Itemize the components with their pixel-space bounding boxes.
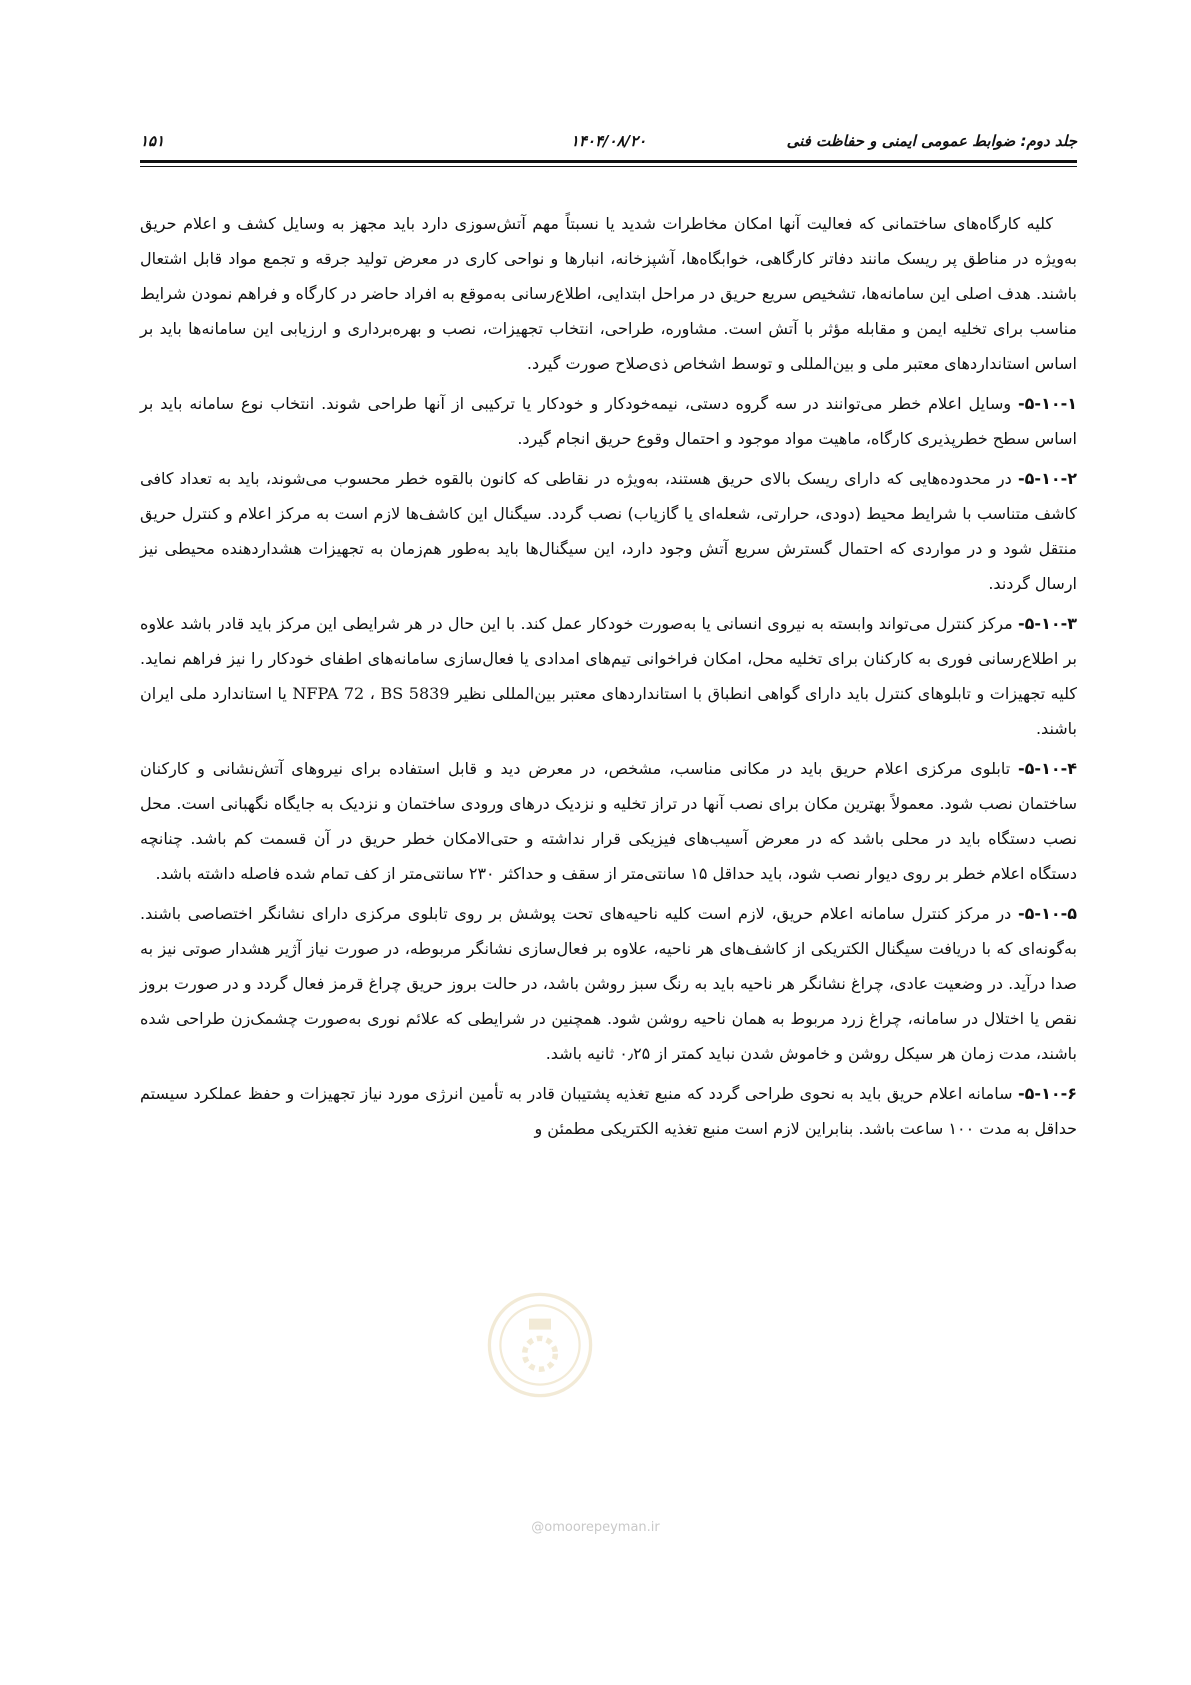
standard-separator: ، (364, 684, 381, 703)
clause-text-end: یا استاندارد ملی ایران باشند. (140, 684, 1077, 738)
clause-5-10-1 (140, 386, 1077, 456)
clause-5-10-4 (140, 751, 1077, 891)
clause-number: ۵-۱۰-۲- (1018, 469, 1077, 488)
intro-paragraph: کلیه کارگاه‌های ساختمانی که فعالیت آنها امکان مخاطرات شدید یا نسبتاً مهم آتش‌سوزی دارد باید مجهز به وسایل کشف و اعلام حریق به‌ویژه در مناطق پر ریسک مانند دفاتر کارگاهی، خوابگاه‌ها، آشپزخانه، انبارها و نواحی کاری در معرض تولید جرقه و تجمع مواد قابل اشتعال باشند. هدف اصلی این سامانه‌ها، تشخیص سریع حریق در مراحل ابتدایی، اطلاع‌رسانی به‌موقع به افراد حاضر در کارگاه و فراهم نمودن شرایط مناسب برای تخلیه ایمن و مقابله مؤثر با آتش است. مشاوره، طراحی، انتخاب تجهیزات، نصب و بهره‌برداری و ارزیابی این سامانه‌ها باید بر اساس استانداردهای معتبر ملی و بین‌المللی و توسط اشخاص ذی‌صلاح صورت گیرد. (140, 214, 1077, 373)
clause-text: تابلوی مرکزی اعلام حریق باید در مکانی مناسب، مشخص، در معرض دید و قابل استفاده برای نیروهای آتش‌نشانی و کارکنان ساختمان نصب شود. معمولاً بهترین مکان برای نصب آنها در تراز تخلیه و نزدیک درهای ورودی ساختمان و نزدیک به جایگاه نگهبانی است. محل نصب دستگاه باید در محلی باشد که در معرض آسیب‌های فیزیکی قرار نداشته و حتی‌الامکان خطر حریق در آن قسمت کم باشد. چنانچه دستگاه اعلام خطر بر روی دیوار نصب شود، باید حداقل ۱۵ سانتی‌متر از سقف و حداکثر ۲۳۰ سانتی‌متر از کف تمام شده فاصله داشته باشد. (140, 759, 1077, 883)
header-rule-thin (140, 166, 1077, 167)
clause-number: ۵-۱۰-۶- (1018, 1084, 1077, 1103)
clause-text: وسایل اعلام خطر می‌توانند در سه گروه دستی، نیمه‌خودکار و خودکار یا ترکیبی از آنها طراحی شوند. انتخاب نوع سامانه باید بر اساس سطح خطرپذیری کارگاه، ماهیت مواد موجود و احتمال وقوع حریق انجام گیرد. (140, 394, 1077, 448)
site-watermark: @omoorepeyman.ir (531, 1520, 660, 1535)
clause-text: سامانه اعلام حریق باید به نحوی طراحی گردد که منبع تغذیه پشتیبان قادر به تأمین انرژی مورد نیاز تجهیزات و حفظ عملکرد سیستم حداقل به مدت ۱۰۰ ساعت باشد. بنابراین لازم است منبع تغذیه الکتریکی مطمئن و (140, 1084, 1077, 1138)
clause-text: در محدوده‌هایی که دارای ریسک بالای حریق هستند، به‌ویژه در نقاطی که کانون بالقوه خطر محسوب می‌شوند، باید به تعداد کافی کاشف متناسب با شرایط محیط (دودی، حرارتی، شعله‌ای یا گازیاب) نصب گردد. سیگنال این کاشف‌ها لازم است به مرکز اعلام و کنترل حریق منتقل شود و در مواردی که احتمال گسترش سریع آتش وجود دارد، این سیگنال‌ها باید به‌طور هم‌زمان به تجهیزات هشداردهنده محیطی نیز ارسال گردند. (140, 469, 1077, 593)
page-body (140, 206, 1077, 1151)
clause-number: ۵-۱۰-۵- (1018, 904, 1077, 923)
clause-number: ۵-۱۰-۱- (1018, 394, 1077, 413)
clause-5-10-2 (140, 461, 1077, 601)
clause-text: در مرکز کنترل سامانه اعلام حریق، لازم است کلیه ناحیه‌های تحت پوشش بر روی تابلوی مرکزی دارای نشانگر اختصاصی باشند. به‌گونه‌ای که با دریافت سیگنال الکتریکی از کاشف‌های هر ناحیه، علاوه بر فعال‌سازی نشانگر مربوطه، در صورت نیاز آژیر هشدار صوتی نیز به صدا درآید. در وضعیت عادی، چراغ نشانگر هر ناحیه باید به رنگ سبز روشن باشد، در حالت بروز حریق چراغ قرمز فعال گردد و در صورت بروز نقص یا اختلال در سامانه، چراغ زرد مربوط به همان ناحیه روشن شود. همچنین در شرایطی که علائم نوری به‌صورت چشمک‌زن طراحی شده باشند، مدت زمان هر سیکل روشن و خاموش شدن نباید کمتر از ۰٫۲۵ ثانیه باشد. (140, 904, 1077, 1063)
clause-number: ۵-۱۰-۳- (1018, 614, 1077, 633)
page-header (140, 126, 1077, 156)
clause-text: مرکز کنترل می‌تواند وابسته به نیروی انسانی یا به‌صورت خودکار عمل کند. با این حال در هر شرایطی این مرکز باید قادر باشد علاوه بر اطلاع‌رسانی فوری به کارکنان برای تخلیه محل، امکان فراخوانی تیم‌های امدادی یا فعال‌سازی سامانه‌های اطفای خودکار را نیز فراهم نماید. کلیه تجهیزات و تابلوهای کنترل باید دارای گواهی انطباق با استانداردهای معتبر بین‌المللی نظیر (140, 614, 1078, 703)
header-rule-thick (140, 160, 1077, 163)
running-title: جلد دوم: ضوابط عمومی ایمنی و حفاظت فنی (786, 132, 1077, 150)
standard-nfpa: NFPA 72 (292, 684, 365, 703)
clause-number: ۵-۱۰-۴- (1018, 759, 1077, 778)
seal-watermark-icon (485, 1290, 595, 1400)
clause-5-10-5 (140, 896, 1077, 1071)
clause-5-10-6 (140, 1076, 1077, 1146)
header-date: ۱۴۰۴/۰۸/۲۰ (570, 132, 647, 150)
clause-5-10-3 (140, 606, 1077, 746)
page-number: ۱۵۱ (140, 132, 165, 150)
standard-bs: BS 5839 (380, 684, 450, 703)
